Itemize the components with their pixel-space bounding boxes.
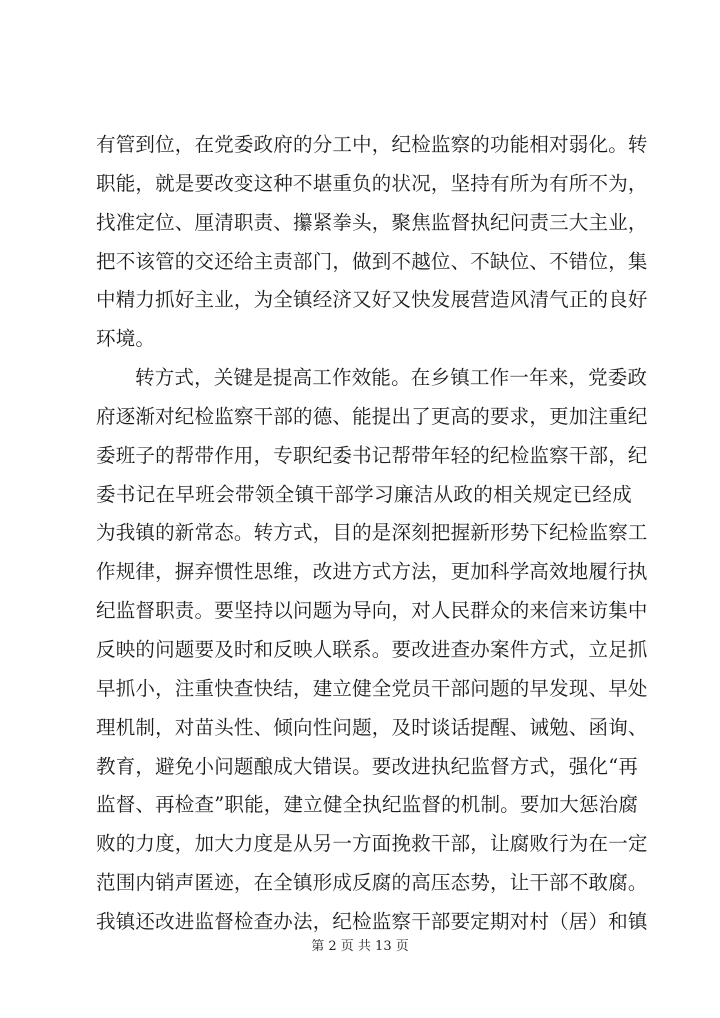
- text-line: 为我镇的新常态。转方式，目的是深刻把握新形势下纪检监察工: [96, 521, 648, 545]
- paragraph-first-line: 转方式，关键是提高工作效能。在乡镇工作一年来，党委政: [135, 366, 648, 390]
- text-line: 败的力度，加大力度是从另一方面挽救干部，让腐败行为在一定: [96, 832, 648, 856]
- text-line: 委班子的帮带作用，专职纪委书记帮带年轻的纪检监察干部，纪: [96, 443, 648, 467]
- text-line: 我镇还改进监督检查办法，纪检监察干部要定期对村（居）和镇: [96, 909, 648, 933]
- text-line: 范围内销声匿迹，在全镇形成反腐的高压态势，让干部不敢腐。: [96, 871, 648, 895]
- text-line: 环境。: [96, 327, 156, 351]
- text-line: 府逐渐对纪检监察干部的德、能提出了更高的要求，更加注重纪: [96, 404, 648, 428]
- text-line: 反映的问题要及时和反映人联系。要改进查办案件方式，立足抓: [96, 637, 648, 661]
- text-line: 委书记在早班会带领全镇干部学习廉洁从政的相关规定已经成: [96, 482, 632, 506]
- page-number-indicator: 第 2 页 共 13 页: [311, 939, 409, 954]
- page-footer: [0, 935, 720, 954]
- text-line: 职能，就是要改变这种不堪重负的状况，坚持有所为有所不为，: [96, 171, 648, 195]
- text-line: 把不该管的交还给主责部门，做到不越位、不缺位、不错位，集: [96, 249, 648, 273]
- text-line: 中精力抓好主业，为全镇经济又好又快发展营造风清气正的良好: [96, 288, 648, 312]
- text-line: 有管到位，在党委政府的分工中，纪检监察的功能相对弱化。转: [96, 133, 648, 156]
- text-line: 监督、再检查”职能，建立健全执纪监督的机制。要加大惩治腐: [96, 793, 639, 817]
- text-line: 教育，避免小问题酿成大错误。要改进执纪监督方式，强化“再: [96, 754, 639, 778]
- text-line: 作规律，摒弃惯性思维，改进方式方法，更加科学高效地履行执: [96, 560, 648, 584]
- text-line: 早抓小，注重快查快结，建立健全党员干部问题的早发现、早处: [96, 676, 648, 700]
- text-line: 理机制，对苗头性、倾向性问题，及时谈话提醒、诫勉、函询、: [96, 715, 648, 739]
- body-text: [96, 126, 648, 942]
- text-line: 找准定位、厘清职责、攥紧拳头，聚焦监督执纪问责三大主业，: [96, 210, 648, 234]
- text-line: 纪监督职责。要坚持以问题为导向，对人民群众的来信来访集中: [96, 599, 648, 623]
